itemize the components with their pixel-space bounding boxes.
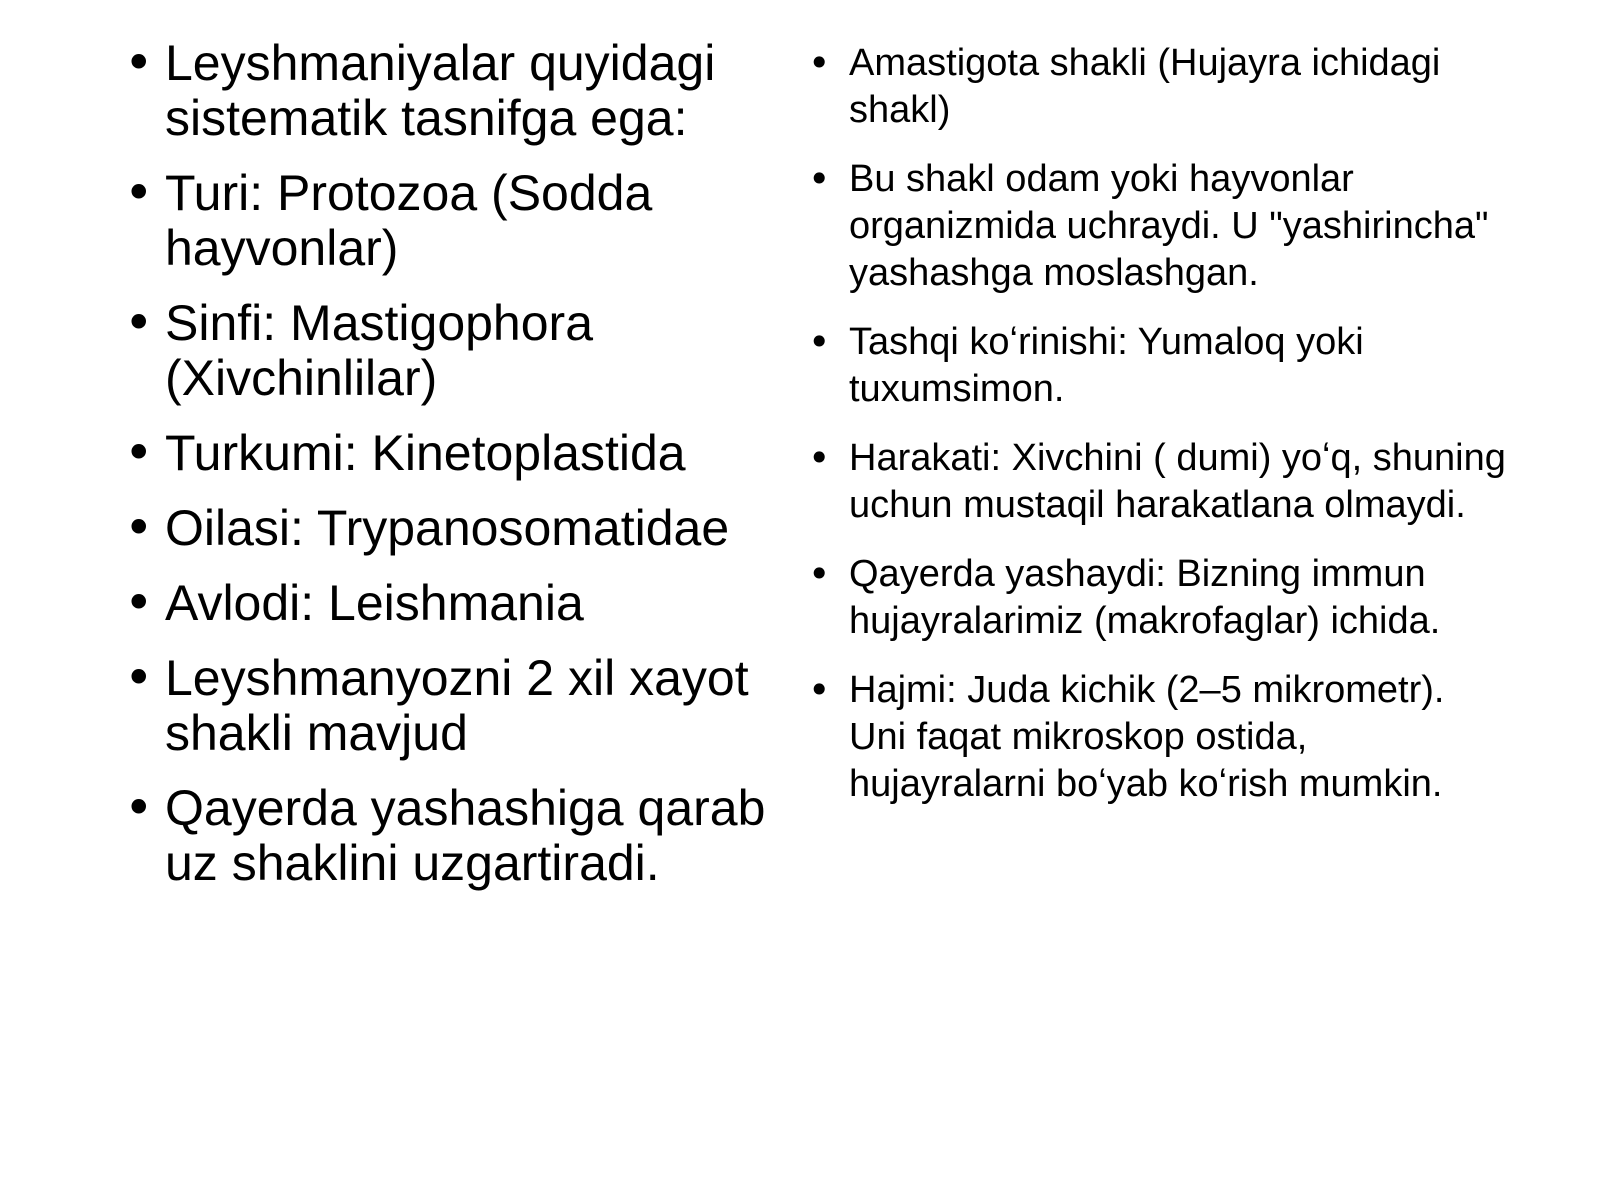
- movement-line: Harakati: Xivchini ( dumi) yoʻq, shuning uchun mustaqil harakatlana olmaydi.: [849, 437, 1506, 526]
- left-bullet-list: [124, 36, 794, 911]
- list-item: [124, 296, 794, 406]
- list-item: [808, 156, 1508, 297]
- bullet-icon: •: [808, 157, 831, 201]
- list-item: [808, 667, 1508, 808]
- size-line: Hajmi: Juda kichik (2–5 mikrometr). Uni faqat mikroskop ostida, hujayralarni boʻyab koʻrish mumkin.: [849, 669, 1445, 805]
- amastigote-heading: Amastigota shakli (Hujayra ichidagi shakl): [849, 42, 1441, 131]
- life-forms-line: Leyshmanyozni 2 xil xayot shakli mavjud: [165, 650, 749, 761]
- classification-intro: Leyshmaniyalar quyidagi sistematik tasnifga ega:: [165, 35, 716, 146]
- right-bullet-list: [808, 40, 1508, 830]
- bullet-icon: •: [808, 41, 831, 85]
- bullet-icon: •: [124, 294, 154, 352]
- list-item: [124, 651, 794, 761]
- bullet-icon: •: [808, 320, 831, 364]
- bullet-icon: •: [808, 552, 831, 596]
- bullet-icon: •: [124, 499, 154, 557]
- list-item: [808, 435, 1508, 529]
- type-line: Turi: Protozoa (Sodda hayvonlar): [165, 165, 653, 276]
- bullet-icon: •: [808, 668, 831, 712]
- list-item: [124, 36, 794, 146]
- bullet-icon: •: [124, 164, 154, 222]
- appearance-line: Tashqi koʻrinishi: Yumaloq yoki tuxumsimon.: [849, 321, 1364, 410]
- bullet-icon: •: [124, 779, 154, 837]
- family-line: Oilasi: Trypanosomatidae: [165, 500, 730, 556]
- list-item: [124, 781, 794, 891]
- order-line: Turkumi: Kinetoplastida: [165, 425, 686, 481]
- list-item: [808, 40, 1508, 134]
- list-item: [808, 551, 1508, 645]
- list-item: [808, 319, 1508, 413]
- occurrence-line: Bu shakl odam yoki hayvonlar organizmida uchraydi. U "yashirincha" yashashga moslashgan.: [849, 158, 1489, 294]
- genus-line: Avlodi: Leishmania: [165, 575, 584, 631]
- habitat-line: Qayerda yashaydi: Bizning immun hujayralarimiz (makrofaglar) ichida.: [849, 553, 1441, 642]
- list-item: [124, 166, 794, 276]
- shape-change-line: Qayerda yashashiga qarab uz shaklini uzgartiradi.: [165, 780, 766, 891]
- list-item: [124, 576, 794, 631]
- class-line: Sinfi: Mastigophora (Xivchinlilar): [165, 295, 594, 406]
- list-item: [124, 501, 794, 556]
- bullet-icon: •: [124, 424, 154, 482]
- bullet-icon: •: [124, 649, 154, 707]
- bullet-icon: •: [124, 34, 154, 92]
- bullet-icon: •: [124, 574, 154, 632]
- bullet-icon: •: [808, 436, 831, 480]
- list-item: [124, 426, 794, 481]
